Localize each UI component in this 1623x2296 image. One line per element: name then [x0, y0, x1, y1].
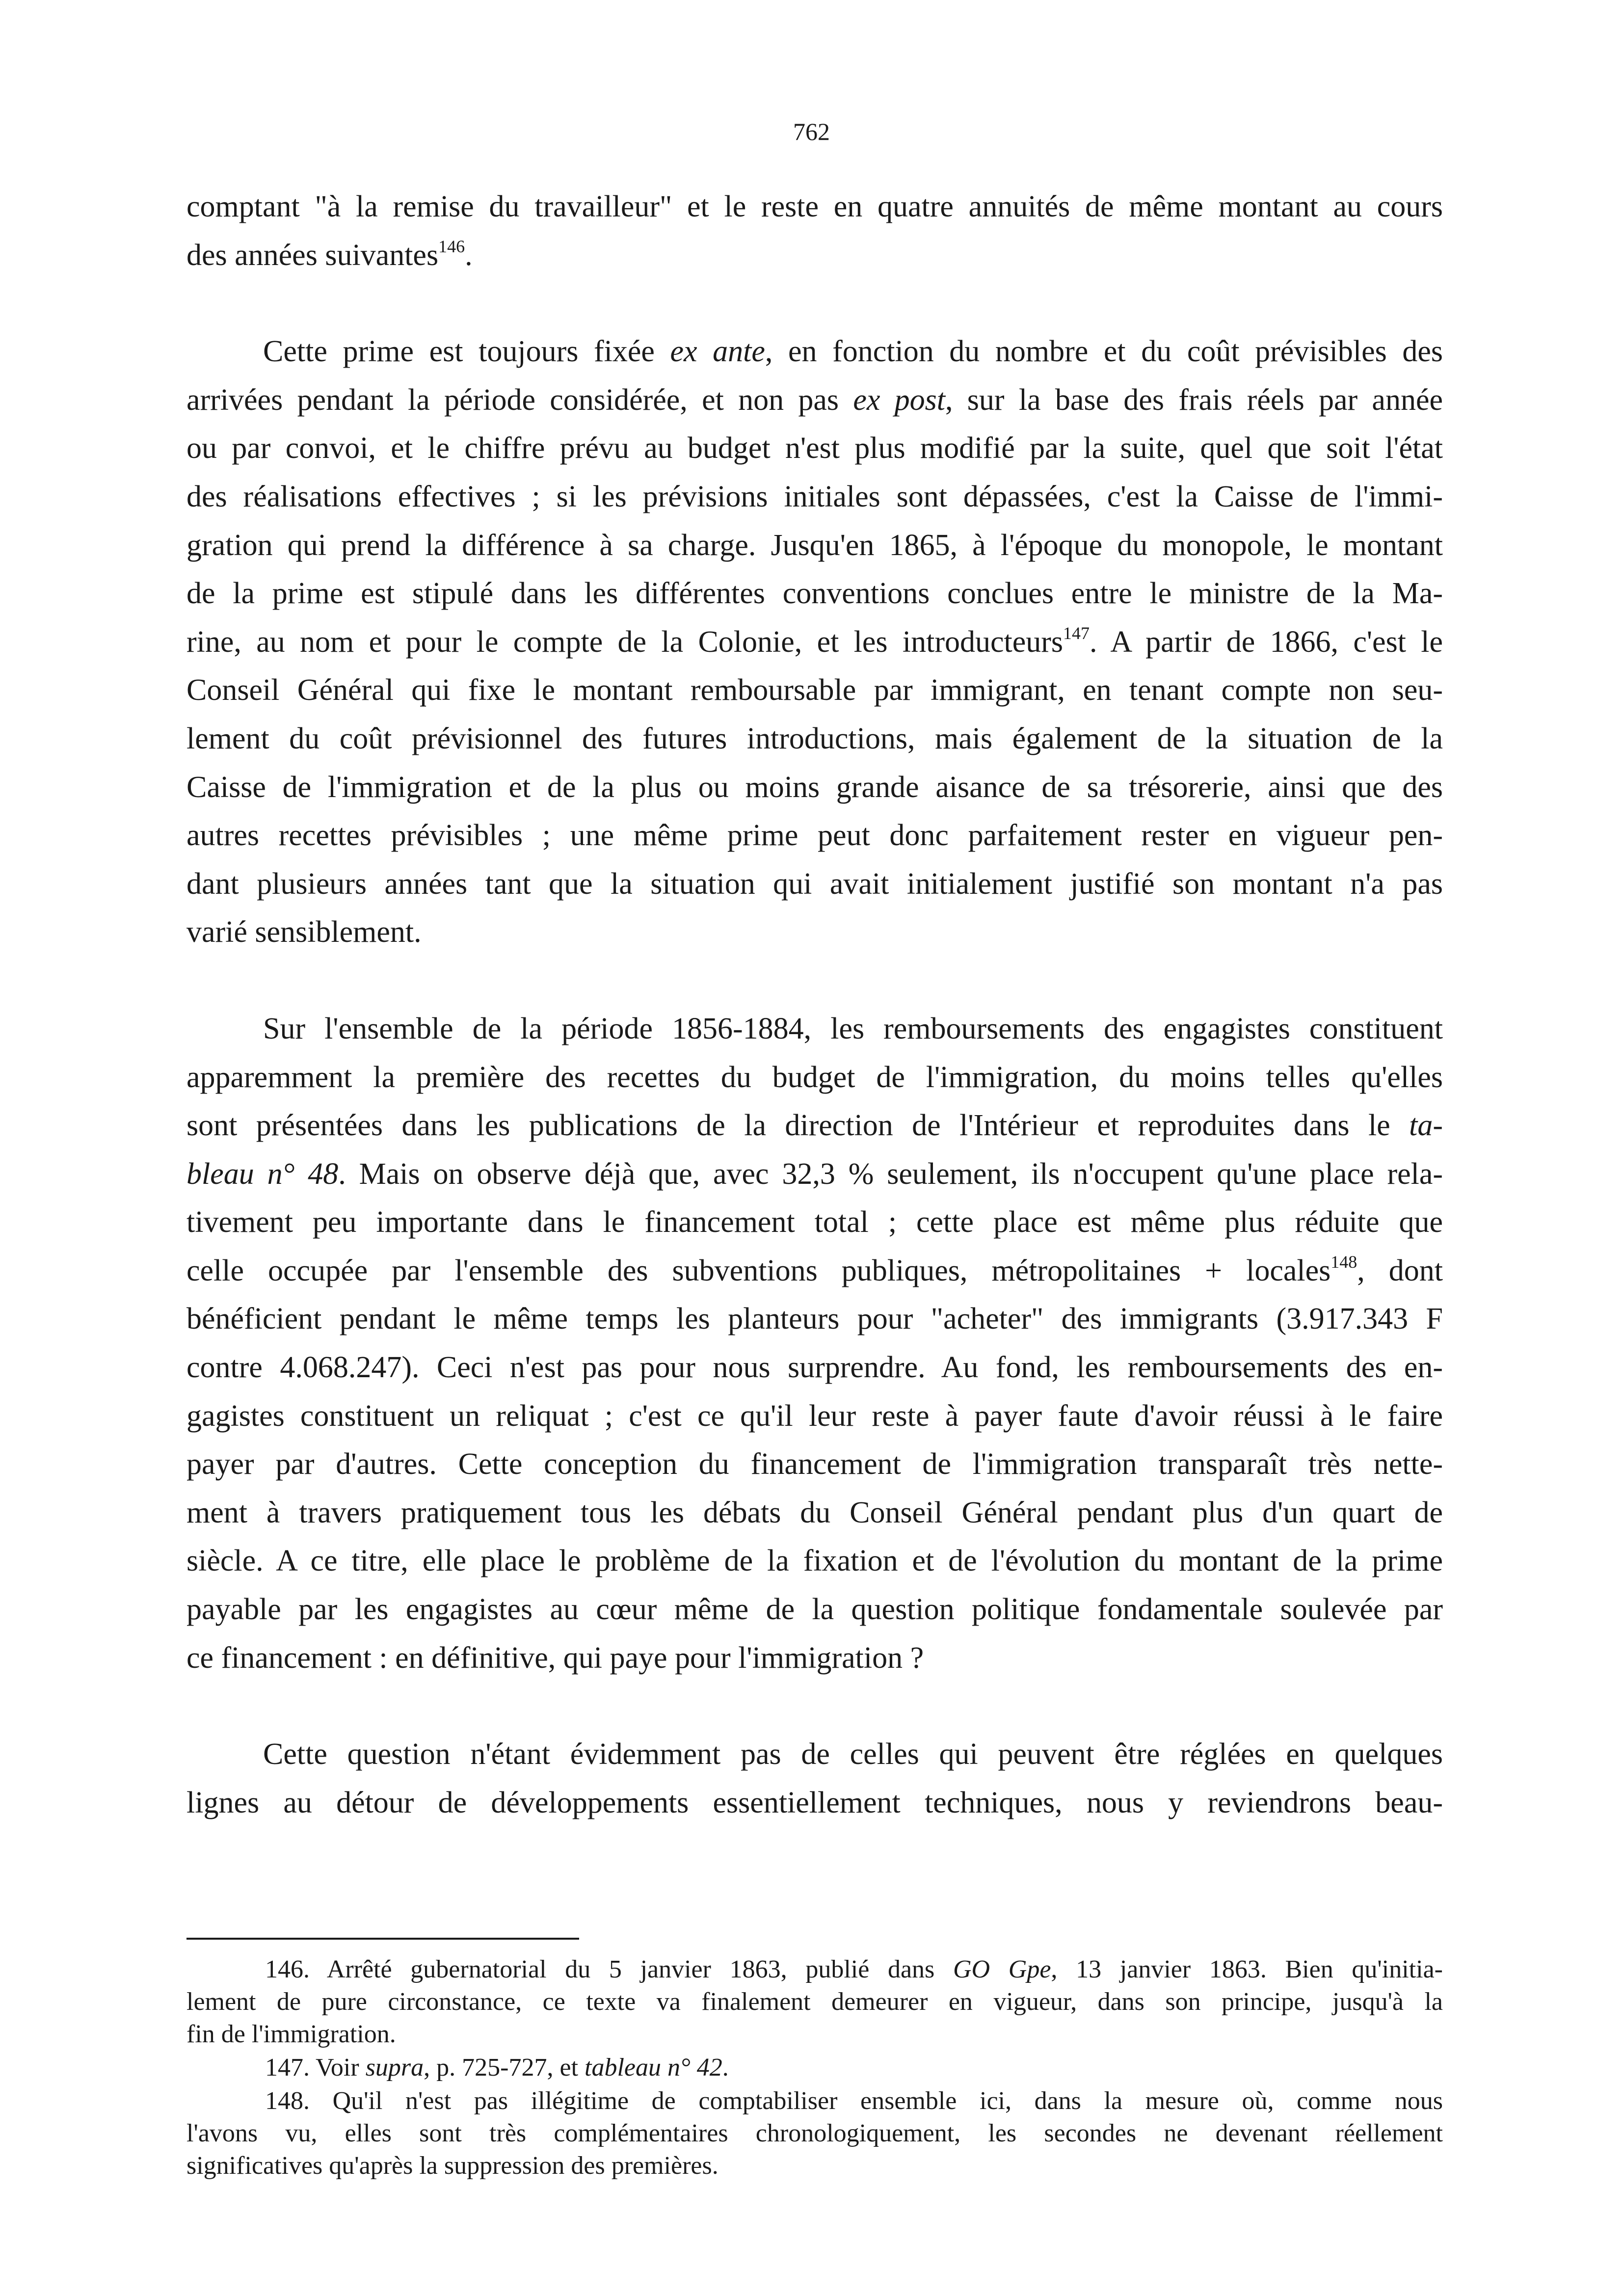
text-line — [186, 1343, 1443, 1392]
text-line — [186, 1005, 1443, 1053]
footnotes — [186, 1953, 1443, 2182]
text-run: comptant "à la remise du travailleur" et le reste en quatre annuités de même montant au cours — [186, 190, 1443, 223]
text-run: contre 4.068.247). Ceci n'est pas pour nous surprendre. Au fond, les remboursements des en- — [186, 1351, 1443, 1385]
text-line — [186, 473, 1443, 521]
text-run: varié sensiblement. — [186, 915, 422, 949]
text-line — [186, 231, 1443, 280]
text-run: payable par les engagistes au cœur même de la question politique fondamentale soulevée par — [186, 1593, 1443, 1627]
text-line — [186, 1489, 1443, 1537]
body-text — [186, 183, 1443, 1875]
text-run: de la prime est stipulé dans les différentes conventions conclues entre le ministre de la Ma- — [186, 577, 1443, 611]
italic-text: tableau n° 42 — [585, 2054, 722, 2082]
text-line — [186, 1392, 1443, 1441]
text-run: significatives qu'après la suppression des premières. — [186, 2152, 718, 2180]
footnote-line — [186, 1986, 1443, 2018]
text-run: ment à travers pratiquement tous les débats du Conseil Général pendant plus d'un quart de — [186, 1495, 1443, 1529]
text-run: fin de l'immigration. — [186, 2020, 396, 2048]
text-line — [186, 1730, 1443, 1779]
text-run: celle occupée par l'ensemble des subventions publiques, métropolitaines + locales — [186, 1254, 1331, 1287]
footnote-reference: 146 — [438, 236, 465, 256]
text-run: . A partir de 1866, c'est le — [1090, 625, 1443, 659]
text-run: , 13 janvier 1863. Bien qu'initia- — [1051, 1955, 1443, 1983]
text-run: lement du coût prévisionnel des futures introductions, mais également de la situation de la — [186, 721, 1443, 755]
text-run: autres recettes prévisibles ; une même prime peut donc parfaitement rester en vigueur pen- — [186, 819, 1443, 853]
footnote-line — [186, 2150, 1443, 2182]
text-line — [186, 424, 1443, 473]
italic-text: supra — [365, 2054, 424, 2082]
footnote-147 — [186, 2052, 1443, 2084]
text-line — [186, 1247, 1443, 1295]
text-run: des années suivantes — [186, 238, 439, 272]
footnote-reference: 147 — [1063, 623, 1090, 643]
text-run: gagistes constituent un reliquat ; c'est ce qu'il leur reste à payer faute d'avoir réussi à le faire — [186, 1399, 1443, 1433]
paragraph — [186, 1005, 1443, 1682]
text-run: payer par d'autres. Cette conception du financement de l'immigration transparaît très nette- — [186, 1447, 1443, 1481]
text-run: . — [465, 238, 473, 272]
paragraph — [186, 327, 1443, 957]
text-run: l'avons vu, elles sont très complémentaires chronologiquement, les secondes ne devenant réellement — [186, 2119, 1443, 2147]
footnote-separator — [186, 1938, 579, 1940]
text-line — [186, 1150, 1443, 1199]
text-run: , en fonction du nombre et du coût prévisibles des — [765, 335, 1443, 369]
footnote-146 — [186, 1953, 1443, 2051]
text-run: Caisse de l'immigration et de la plus ou moins grande aisance de sa trésorerie, ainsi que des — [186, 770, 1443, 804]
footnote-line — [186, 2085, 1443, 2117]
text-line — [186, 860, 1443, 908]
text-run: , dont — [1357, 1254, 1443, 1287]
text-line — [186, 763, 1443, 812]
text-line — [186, 1585, 1443, 1634]
page-number: 762 — [793, 118, 830, 145]
text-run: siècle. A ce titre, elle place le problème de la fixation et de l'évolution du montant de la prime — [186, 1544, 1443, 1578]
text-line — [186, 1295, 1443, 1343]
text-line — [186, 569, 1443, 618]
text-run: Sur l'ensemble de la période 1856-1884, les remboursements des engagistes constituent — [263, 1012, 1443, 1045]
text-line — [186, 666, 1443, 715]
text-line — [186, 1779, 1443, 1827]
italic-text: ex post — [853, 383, 945, 417]
text-line — [186, 327, 1443, 376]
text-run: Cette question n'étant évidemment pas de celles qui peuvent être réglées en quelques — [263, 1737, 1443, 1771]
italic-text: ex ante — [670, 335, 765, 369]
italic-text: bleau n° 48 — [186, 1157, 339, 1191]
text-line — [186, 1634, 1443, 1682]
text-line — [186, 908, 1443, 957]
text-run: sont présentées dans les publications de la direction de l'Intérieur et reproduites dans le — [186, 1109, 1410, 1143]
paragraph — [186, 1730, 1443, 1827]
text-run: gration qui prend la différence à sa charge. Jusqu'en 1865, à l'époque du monopole, le montant — [186, 528, 1443, 562]
text-run: 146. Arrêté gubernatorial du 5 janvier 1863, publié dans — [265, 1955, 953, 1983]
text-run: lement de pure circonstance, ce texte va finalement demeurer en vigueur, dans son principe, jusqu'à la — [186, 1988, 1443, 2016]
text-line — [186, 1198, 1443, 1247]
text-line — [186, 376, 1443, 425]
text-run: 148. Qu'il n'est pas illégitime de comptabiliser ensemble ici, dans la mesure où, comme nous — [265, 2087, 1443, 2115]
footnote-line — [186, 2052, 1443, 2084]
text-run: dant plusieurs années tant que la situation qui avait initialement justifié son montant n'a pas — [186, 867, 1443, 901]
text-run: ce financement : en définitive, qui paye pour l'immigration ? — [186, 1641, 924, 1675]
text-run: des réalisations effectives ; si les prévisions initiales sont dépassées, c'est la Caisse de l'immi- — [186, 480, 1443, 513]
text-line — [186, 618, 1443, 667]
italic-text: ta- — [1409, 1109, 1443, 1143]
text-run: . — [722, 2054, 729, 2082]
text-line — [186, 183, 1443, 231]
text-run: ou par convoi, et le chiffre prévu au budget n'est plus modifié par la suite, quel que soit l'état — [186, 431, 1443, 465]
text-run: 147. Voir — [265, 2054, 366, 2082]
text-run: . Mais on observe déjà que, avec 32,3 % seulement, ils n'occupent qu'une place rela- — [338, 1157, 1443, 1191]
text-line — [186, 1101, 1443, 1150]
text-run: apparemment la première des recettes du budget de l'immigration, du moins telles qu'elles — [186, 1060, 1443, 1094]
text-run: , p. 725-727, et — [424, 2054, 585, 2082]
text-run: , sur la base des frais réels par année — [945, 383, 1443, 417]
text-run: Conseil Général qui fixe le montant remboursable par immigrant, en tenant compte non seu- — [186, 673, 1443, 707]
text-line — [186, 521, 1443, 570]
text-run: tivement peu importante dans le financement total ; cette place est même plus réduite que — [186, 1205, 1443, 1239]
footnote-line — [186, 2117, 1443, 2150]
paragraph — [186, 183, 1443, 279]
footnote-line — [186, 1953, 1443, 1986]
text-line — [186, 811, 1443, 860]
text-line — [186, 1440, 1443, 1489]
text-run: lignes au détour de développements essentiellement techniques, nous y reviendrons beau- — [186, 1786, 1443, 1819]
italic-text: GO Gpe — [953, 1955, 1051, 1983]
footnote-line — [186, 2018, 1443, 2051]
footnote-reference: 148 — [1330, 1252, 1357, 1272]
text-run: bénéficient pendant le même temps les planteurs pour "acheter" des immigrants (3.917.343 F — [186, 1302, 1443, 1336]
footnote-148 — [186, 2085, 1443, 2182]
text-run: Cette prime est toujours fixée — [263, 335, 670, 369]
text-line — [186, 715, 1443, 763]
text-run: rine, au nom et pour le compte de la Colonie, et les introducteurs — [186, 625, 1064, 659]
text-line — [186, 1537, 1443, 1585]
text-line — [186, 1053, 1443, 1102]
text-run: arrivées pendant la période considérée, et non pas — [186, 383, 853, 417]
